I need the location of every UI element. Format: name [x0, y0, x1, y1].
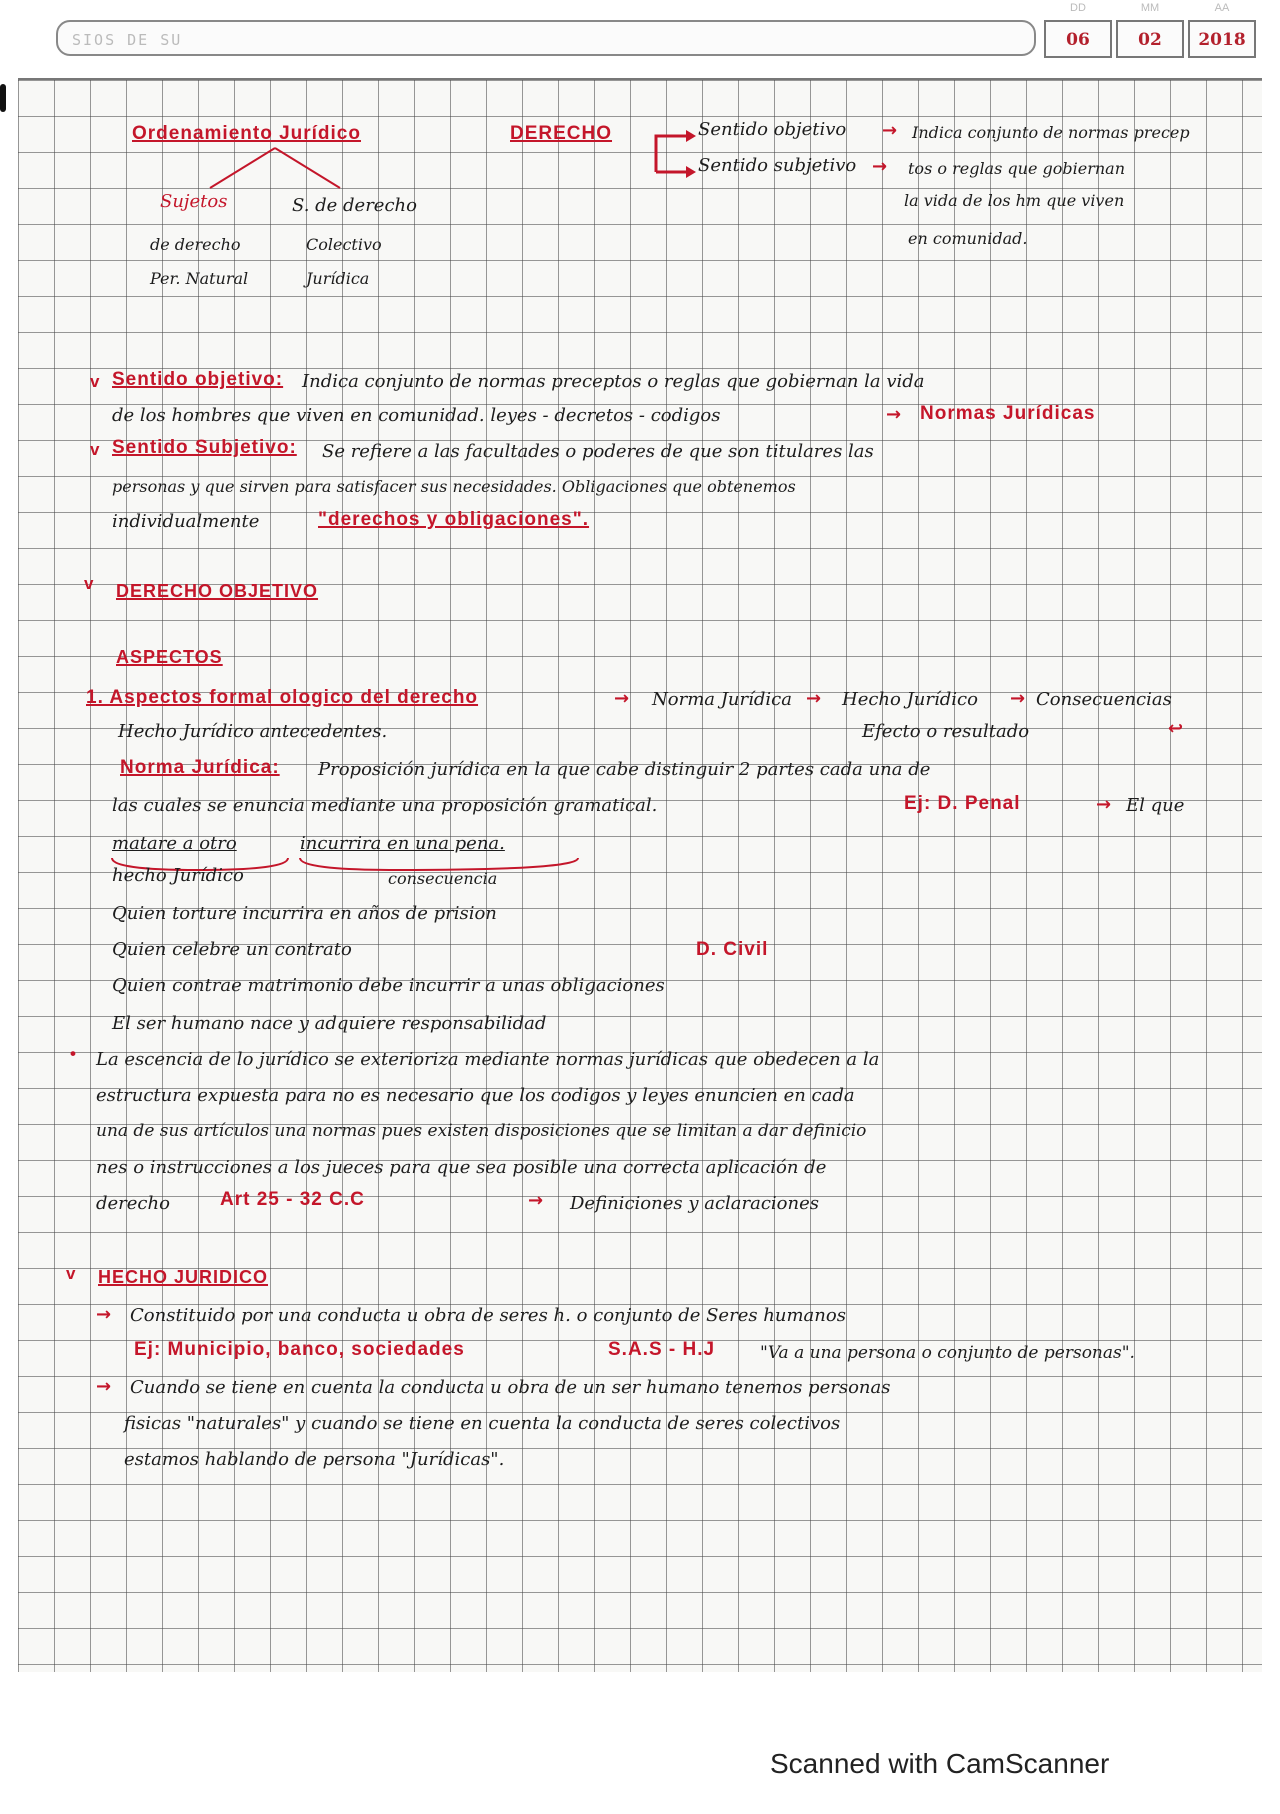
- s3-example2: Quien celebre un contrato: [112, 939, 352, 960]
- arrow-right-icon: →: [886, 404, 902, 425]
- s3-hecho: hecho Jurídico: [112, 865, 244, 886]
- s3-norma-text2: las cuales se enuncia mediante una proposición gramatical.: [112, 795, 658, 816]
- s1-line2: de los hombres que viven en comunidad. leyes - decretos - codigos: [112, 405, 721, 426]
- sense-subjective-label: Sentido subjetivo: [698, 155, 857, 176]
- date-label-month: MM: [1140, 2, 1160, 14]
- s2-line1: Se refiere a las facultades o poderes de que son titulares las: [322, 441, 874, 462]
- s4-art: Art 25 - 32 C.C: [220, 1189, 365, 1210]
- branch-b: S. de derecho: [292, 195, 417, 216]
- s3-example3: Quien contrae matrimonio debe incurrir a unas obligaciones: [112, 975, 665, 996]
- arrow-right-icon: →: [1096, 794, 1112, 815]
- sense-subjective-def1: tos o reglas que gobiernan: [908, 159, 1125, 178]
- s5-sas: S.A.S - H.J: [608, 1339, 716, 1360]
- s4-line3: una de sus artículos una normas pues existen disposiciones que se limitan a dar definicio: [96, 1121, 867, 1141]
- s2-line3: individualmente: [112, 511, 260, 532]
- s4-line5a: derecho: [96, 1193, 170, 1214]
- scanner-watermark: Scanned with CamScanner: [770, 1748, 1110, 1779]
- s2-quote: "derechos y obligaciones".: [318, 509, 590, 530]
- branch-a-sub2: Per. Natural: [150, 269, 249, 288]
- s2-line2: personas y que sirven para satisfacer sus necesidades. Obligaciones que obtenemos: [112, 477, 796, 496]
- arrow-right-icon: →: [614, 688, 630, 709]
- s3-flow-consecuencias: Consecuencias: [1036, 689, 1172, 710]
- s3-flow-norma: Norma Jurídica: [652, 689, 792, 710]
- sense-subjective-def3: en comunidad.: [908, 229, 1028, 248]
- s3-norma-text1: Proposición jurídica en la que cabe distinguir 2 partes cada una de: [318, 759, 931, 780]
- s3-line-hecho: Hecho Jurídico antecedentes.: [118, 721, 388, 742]
- notebook-header-bar: [56, 20, 1036, 56]
- s5-line1: Constituido por una conducta u obra de seres h. o conjunto de Seres humanos: [130, 1305, 846, 1326]
- s3-matare: matare a otro: [112, 833, 237, 854]
- sense-objective-label: Sentido objetivo: [698, 119, 847, 140]
- check-bullet-icon: v: [84, 574, 94, 593]
- branch-a: Sujetos: [160, 191, 228, 212]
- intro-left-title: Ordenamiento Jurídico: [132, 123, 361, 144]
- s3-el-que: El que: [1126, 795, 1185, 816]
- s3-title: DERECHO OBJETIVO: [116, 581, 319, 601]
- date-day-box: 06: [1044, 20, 1112, 58]
- check-bullet-icon: •: [70, 1044, 76, 1063]
- arrow-right-icon: →: [806, 688, 822, 709]
- s3-example4: El ser humano nace y adquiere responsabilidad: [112, 1013, 547, 1034]
- s5-quote: "Va a una persona o conjunto de personas".: [760, 1343, 1135, 1363]
- arrow-right-icon: →: [1010, 688, 1026, 709]
- arrow-right-icon: →: [872, 156, 888, 177]
- check-bullet-icon: v: [90, 440, 100, 459]
- s4-line2: estructura expuesta para no es necesario que los codigos y leyes enuncien en cada: [96, 1085, 855, 1106]
- date-label-day: DD: [1070, 2, 1086, 14]
- intro-right-title: DERECHO: [510, 123, 613, 144]
- s3-aspects: ASPECTOS: [116, 647, 223, 667]
- sense-subjective-def2: la vida de los hm que viven: [904, 191, 1125, 210]
- date-year-box: 2018: [1188, 20, 1256, 58]
- s1-line1: Indica conjunto de normas preceptos o reglas que gobiernan la vida: [302, 371, 925, 392]
- arrow-right-icon: →: [882, 120, 898, 141]
- page-edge-mark: [0, 84, 6, 112]
- arrow-right-icon: →: [528, 1190, 544, 1211]
- s5-ej: Ej: Municipio, banco, sociedades: [134, 1339, 465, 1360]
- s5-title: HECHO JURIDICO: [98, 1267, 269, 1287]
- branch-b-sub2: Jurídica: [306, 269, 370, 288]
- s4-line5b: Definiciones y aclaraciones: [570, 1193, 820, 1214]
- s1-title: Sentido objetivo:: [112, 369, 284, 390]
- sense-objective-def: Indica conjunto de normas precep: [912, 123, 1190, 142]
- s3-dcivil: D. Civil: [696, 939, 769, 960]
- arrow-right-icon: →: [96, 1304, 112, 1325]
- check-bullet-icon: v: [90, 372, 100, 391]
- curved-arrow-icon: ↩: [1168, 718, 1184, 739]
- header-faded-text: SIOS DE SU: [72, 31, 183, 49]
- s4-line4: nes o instrucciones a los jueces para que sea posible una correcta aplicación de: [96, 1157, 827, 1178]
- date-label-year: AA: [1214, 2, 1230, 14]
- s3-incurrira: incurrira en una pena.: [300, 833, 505, 854]
- s5-line5: estamos hablando de persona "Jurídicas".: [124, 1449, 505, 1470]
- bracket-arrows: [638, 126, 696, 182]
- s1-result: Normas Jurídicas: [920, 403, 1096, 424]
- s3-item1-label: 1. Aspectos formal ologico del derecho: [86, 687, 479, 708]
- arrow-right-icon: →: [96, 1376, 112, 1397]
- s5-line3: Cuando se tiene en cuenta la conducta u obra de un ser humano tenemos personas: [130, 1377, 891, 1398]
- s3-example1: Quien torture incurrira en años de prision: [112, 903, 497, 924]
- branch-a-sub1: de derecho: [150, 235, 241, 254]
- date-month-box: 02: [1116, 20, 1184, 58]
- s3-consecuencia: consecuencia: [388, 869, 498, 888]
- s2-title: Sentido Subjetivo:: [112, 437, 297, 458]
- s4-line1: La escencia de lo jurídico se exterioriza mediante normas jurídicas que obedecen a la: [96, 1049, 880, 1070]
- s3-norma-label: Norma Jurídica:: [120, 757, 280, 778]
- s5-line4: fisicas "naturales" y cuando se tiene en cuenta la conducta de seres colectivos: [124, 1413, 841, 1434]
- s3-flow-hecho: Hecho Jurídico: [842, 689, 978, 710]
- s3-ej: Ej: D. Penal: [904, 793, 1021, 814]
- branch-lines: [190, 146, 360, 196]
- s3-efecto: Efecto o resultado: [862, 721, 1030, 742]
- branch-b-sub1: Colectivo: [306, 235, 382, 254]
- check-bullet-icon: v: [66, 1264, 76, 1283]
